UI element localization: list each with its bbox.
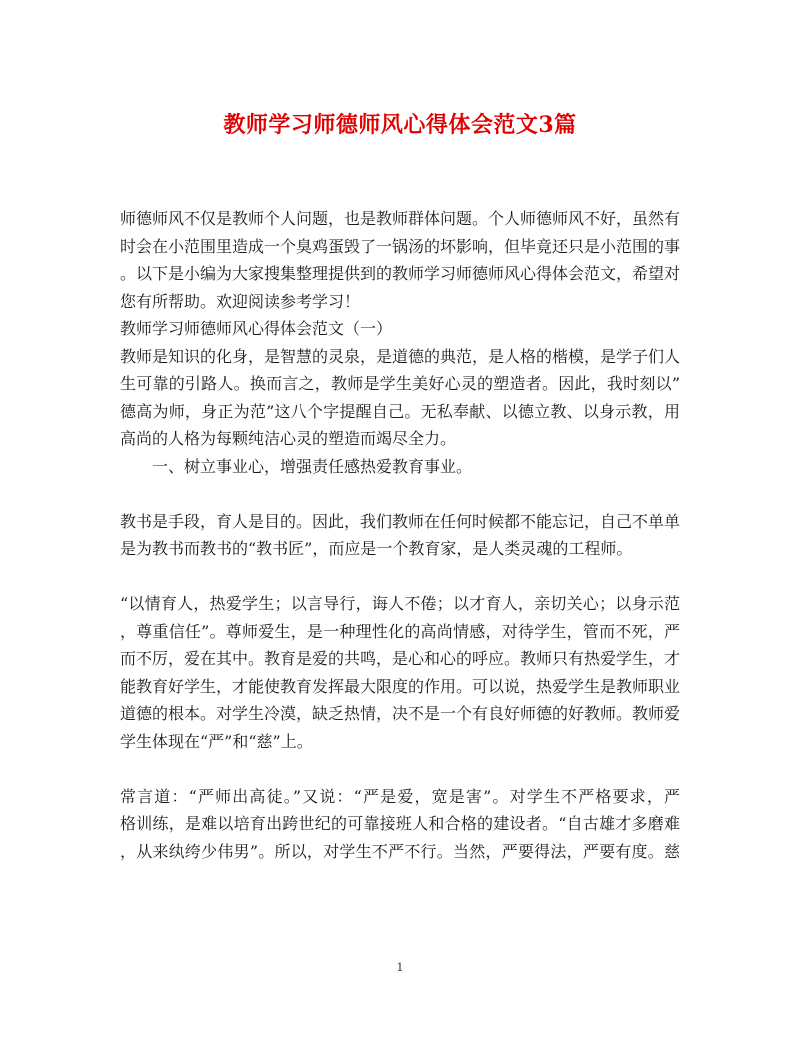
paragraph-line: 能教育好学生，才能使教育发挥最大限度的作用。可以说，热爱学生是教师职业 [120, 676, 681, 696]
blank-line [120, 480, 680, 508]
paragraph-line: 格训练，是难以培育出跨世纪的可靠接班人和合格的建设者。“自古雄才多磨难 [120, 814, 680, 833]
blank-line [120, 563, 680, 591]
blank-line [120, 755, 680, 783]
paragraph-line: “以情育人，热爱学生；以言导行，诲人不倦；以才育人，亲切关心；以身示范 [120, 594, 680, 613]
paragraph-line: 德高为师，身正为范”这八个字提醒自己。无私奉献、以德立教、以身示教，用 [120, 401, 680, 421]
paragraph-line: 生可靠的引路人。换而言之，教师是学生美好心灵的塑造者。因此，我时刻以” [120, 374, 680, 393]
paragraph-line: 教师是知识的化身，是智慧的灵泉，是道德的典范，是人格的楷模，是学子们人 [120, 346, 681, 366]
paragraph-line: 道德的根本。对学生冷漠，缺乏热情，决不是一个有良好师德的好教师。教师爱 [120, 704, 681, 723]
paragraph-line: 您有所帮助。欢迎阅读参考学习！ [120, 291, 361, 311]
paragraph-line: 常言道：“严师出高徒。”又说：“严是爱，宽是害”。对学生不严格要求，严 [120, 786, 680, 806]
paragraph-line: 师德师风不仅是教师个人问题，也是教师群体问题。个人师德师风不好，虽然有 [120, 209, 681, 228]
paragraph-line: 一、树立事业心，增强责任感热爱教育事业。 [152, 456, 473, 476]
paragraph-line: 学生体现在“严”和“慈”上。 [120, 731, 313, 751]
paragraph-line: 而不厉，爱在其中。教育是爱的共鸣，是心和心的呼应。教师只有热爱学生，才 [120, 649, 681, 668]
document-body [120, 205, 680, 865]
paragraph-line: ，从来纨绔少伟男”。所以，对学生不严不行。当然，严要得法，严要有度。慈 [120, 841, 680, 861]
paragraph-line: 是为教书而教书的“教书匠”，而应是一个教育家，是人类灵魂的工程师。 [120, 539, 633, 558]
document-title: 教师学习师德师风心得体会范文3篇 [223, 112, 577, 138]
page-number: 1 [396, 961, 404, 974]
paragraph-line: ，尊重信任”。尊师爱生，是一种理性化的高尚情感，对待学生，管而不死，严 [120, 621, 680, 641]
paragraph-line: 时会在小范围里造成一个臭鸡蛋毁了一锅汤的坏影响，但毕竟还只是小范围的事 [120, 236, 681, 256]
paragraph-line: 高尚的人格为每颗纯洁心灵的塑造而竭尽全力。 [120, 429, 457, 448]
paragraph-line: 教书是手段，育人是目的。因此，我们教师在任何时候都不能忘记，自己不单单 [120, 511, 681, 531]
paragraph-line: 。以下是小编为大家搜集整理提供到的教师学习师德师风心得体会范文，希望对 [120, 264, 681, 283]
paragraph-line: 教师学习师德师风心得体会范文（一） [120, 319, 393, 338]
